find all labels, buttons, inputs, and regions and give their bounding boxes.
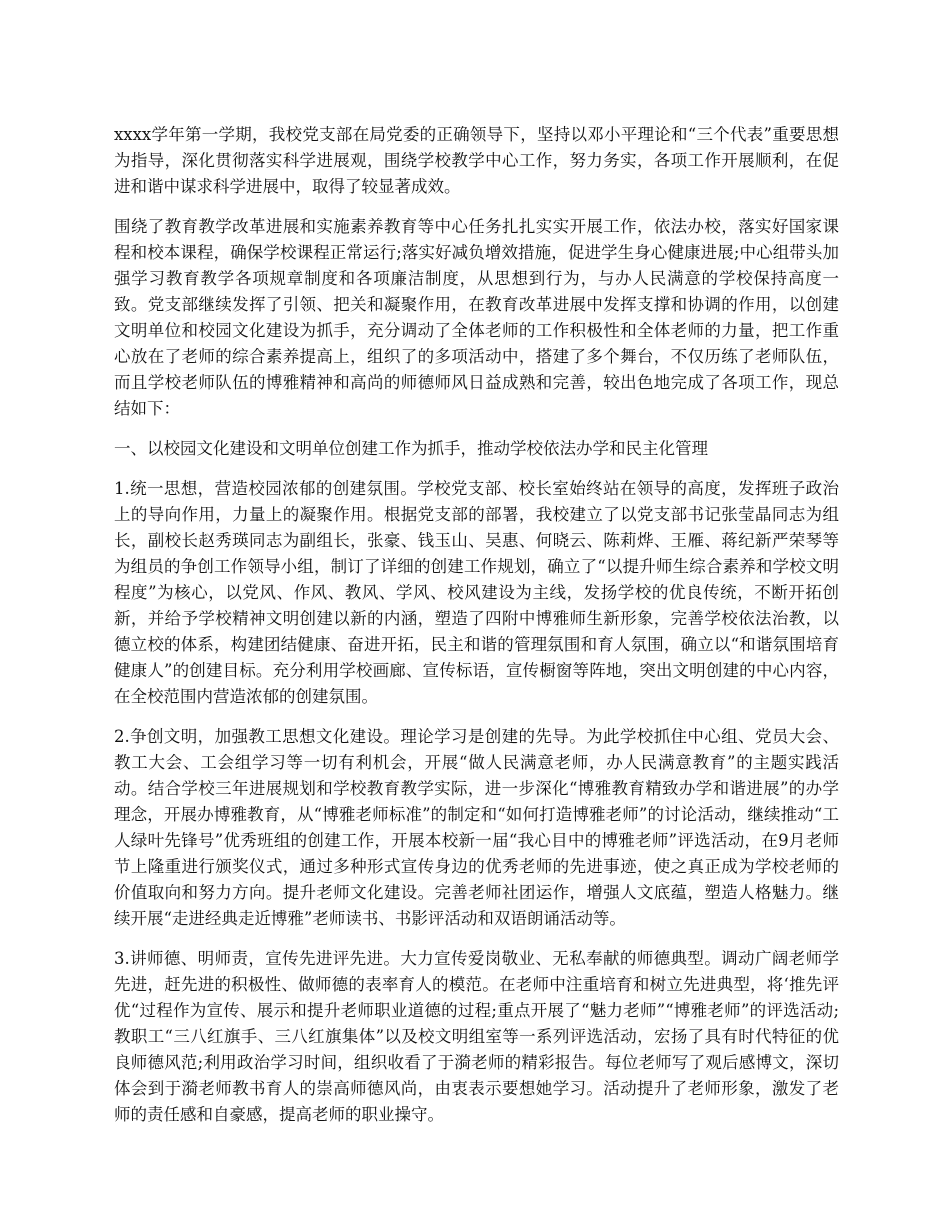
section-heading: 一、以校园文化建设和文明单位创建工作为抓手，推动学校依法办学和民主化管理 xyxy=(114,439,708,458)
item-2-paragraph: 2.争创文明，加强教工思想文化建设。理论学习是创建的先导。为此学校抓住中心组、党员大会、教工大会、工会组学习等一切有利机会，开展“做人民满意老师，办人民满意教育”的主题实践活动。结合学校三年进展规划和学校教育教学实际，进一步深化“博雅教育精致办学和谐进展”的办学理念，开展办博雅教育，从“博雅老师标准”的制定和“如何打造博雅老师”的讨论活动，继续推动“工人绿叶先锋号”优秀班组的创建工作，开展本校新一届“我心目中的博雅老师”评选活动，在9月老师节上隆重进行颁奖仪式，通过多种形式宣传身边的优秀老师的先进事迹，使之真正成为学校老师的价值取向和努力方向。提升老师文化建设。完善老师社团运作，增强人文底蕴，塑造人格魅力。继续开展“走进经典走近博雅”老师读书、书影评活动和双语朗诵活动等。 xyxy=(114,727,839,928)
intro-paragraph: xxxx学年第一学期，我校党支部在局党委的正确领导下，坚持以邓小平理论和“三个代表”重要思想为指导，深化贯彻落实科学进展观，围绕学校教学中心工作，努力务实，各项工作开展顺利，在促进和谐中谋求科学进展中，取得了较显著成效。 xyxy=(114,125,839,196)
item-3-paragraph: 3.讲师德、明师责，宣传先进评先进。大力宣传爱岗敬业、无私奉献的师德典型。调动广阔老师学先进，赶先进的积极性、做师德的表率育人的模范。在老师中注重培育和树立先进典型，将‘推先评优“过程作为宣传、展示和提升老师职业道德的过程;重点开展了“魅力老师”“博雅老师”的评选活动;教职工“三八红旗手、三八红旗集体”以及校文明组室等一系列评选活动，宏扬了具有时代特征的优良师德风范;利用政治学习时间，组织收看了于漪老师的精彩报告。每位老师写了观后感博文，深切体会到于漪老师教书育人的崇高师德风尚，由衷表示要想她学习。活动提升了老师形象，激发了老师的责任感和自豪感，提高老师的职业操守。 xyxy=(114,949,839,1124)
document-body xyxy=(114,122,839,1142)
item-1-paragraph: 1.统一思想，营造校园浓郁的创建氛围。学校党支部、校长室始终站在领导的高度，发挥班子政治上的导向作用，力量上的凝聚作用。根据党支部的部署，我校建立了以党支部书记张莹晶同志为组长，副校长赵秀瑛同志为副组长，张豪、钱玉山、吴惠、何晓云、陈莉烨、王雁、蒋纪新严荣琴等为组员的争创工作领导小组，制订了详细的创建工作规划，确立了“以提升师生综合素养和学校文明程度”为核心，以党风、作风、教风、学风、校风建设为主线，发扬学校的优良传统，不断开拓创新，并给予学校精神文明创建以新的内涵，塑造了四附中博雅师生新形象，完善学校依法治教，以德立校的体系，构建团结健康、奋进开拓，民主和谐的管理氛围和育人氛围，确立以“和谐氛围培育健康人”的创建目标。充分利用学校画廊、宣传标语，宣传橱窗等阵地，突出文明创建的中心内容，在全校范围内营造浓郁的创建氛围。 xyxy=(114,479,839,706)
overview-paragraph: 围绕了教育教学改革进展和实施素养教育等中心任务扎扎实实开展工作，依法办校，落实好国家课程和校本课程，确保学校课程正常运行;落实好减负增效措施，促进学生身心健康进展;中心组带头加强学习教育教学各项规章制度和各项廉洁制度，从思想到行为，与办人民满意的学校保持高度一致。党支部继续发挥了引领、把关和凝聚作用，在教育改革进展中发挥支撑和协调的作用，以创建文明单位和校园文化建设为抓手，充分调动了全体老师的工作积极性和全体老师的力量，把工作重心放在了老师的综合素养提高上，组织了的多项活动中，搭建了多个舞台，不仅历练了老师队伍，而且学校老师队伍的博雅精神和高尚的师德师风日益成熟和完善，较出色地完成了各项工作，现总结如下： xyxy=(114,217,839,418)
